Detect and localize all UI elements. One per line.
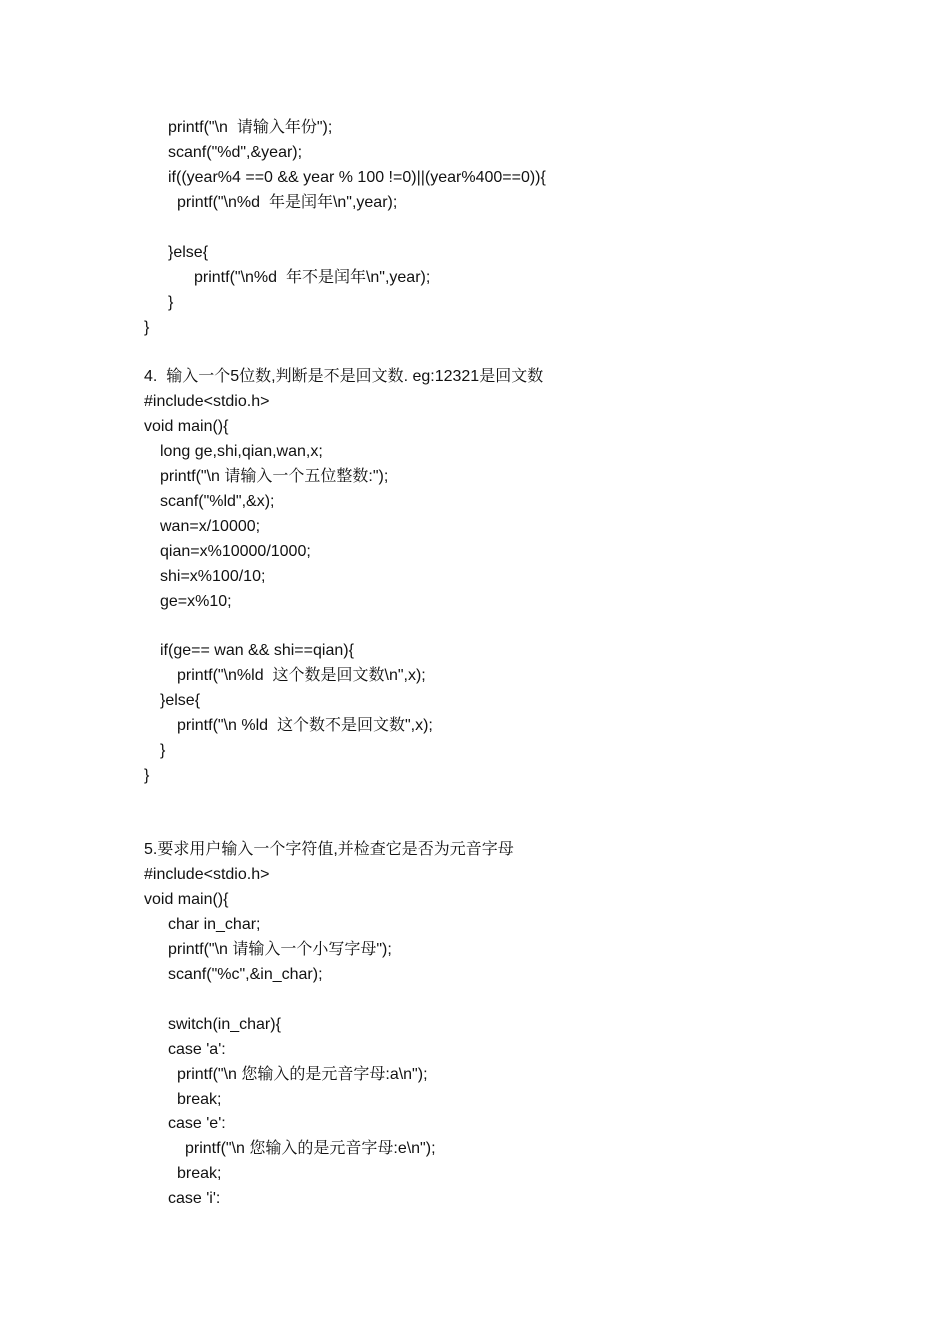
code-line: scanf("%ld",&x); xyxy=(160,493,275,510)
code-line: char in_char; xyxy=(168,916,261,933)
code-line: void main(){ xyxy=(144,891,229,908)
code-line: } xyxy=(168,294,174,311)
code-line: } xyxy=(144,319,150,336)
code-line: #include<stdio.h> xyxy=(144,866,270,883)
code-line: } xyxy=(160,742,166,759)
code-line: if(ge== wan && shi==qian){ xyxy=(160,642,354,659)
code-line: printf("\n%d 年不是闰年\n",year); xyxy=(194,269,431,286)
code-line: #include<stdio.h> xyxy=(144,393,270,410)
code-line: printf("\n 您输入的是元音字母:a\n"); xyxy=(177,1066,428,1083)
code-line: scanf("%c",&in_char); xyxy=(168,966,323,983)
code-line: ge=x%10; xyxy=(160,593,232,610)
code-line: shi=x%100/10; xyxy=(160,568,266,585)
code-line: break; xyxy=(177,1091,222,1108)
code-line: void main(){ xyxy=(144,418,229,435)
code-line: printf("\n 您输入的是元音字母:e\n"); xyxy=(185,1140,436,1157)
code-line: } xyxy=(144,767,150,784)
code-line: scanf("%d",&year); xyxy=(168,144,303,161)
code-line: printf("\n 请输入一个小写字母"); xyxy=(168,941,392,958)
code-line: case 'e': xyxy=(168,1115,226,1132)
code-line: qian=x%10000/1000; xyxy=(160,543,311,560)
code-line: printf("\n%ld 这个数是回文数\n",x); xyxy=(177,667,426,684)
code-line: }else{ xyxy=(160,692,201,709)
code-line: long ge,shi,qian,wan,x; xyxy=(160,443,323,460)
section-heading: 4. 输入一个5位数,判断是不是回文数. eg:12321是回文数 xyxy=(144,368,544,385)
code-line: if((year%4 ==0 && year % 100 !=0)||(year%400==0)){ xyxy=(168,169,546,186)
section-heading: 5.要求用户输入一个字符值,并检查它是否为元音字母 xyxy=(144,841,514,858)
code-line: break; xyxy=(177,1165,222,1182)
code-line: printf("\n 请输入一个五位整数:"); xyxy=(160,468,389,485)
code-line: printf("\n 请输入年份"); xyxy=(168,119,333,136)
code-line: }else{ xyxy=(168,244,209,261)
code-line: case 'i': xyxy=(168,1190,221,1207)
code-line: case 'a': xyxy=(168,1041,226,1058)
code-line: printf("\n%d 年是闰年\n",year); xyxy=(177,194,398,211)
code-line: wan=x/10000; xyxy=(160,518,261,535)
code-line: printf("\n %ld 这个数不是回文数",x); xyxy=(177,717,433,734)
code-line: switch(in_char){ xyxy=(168,1016,281,1033)
